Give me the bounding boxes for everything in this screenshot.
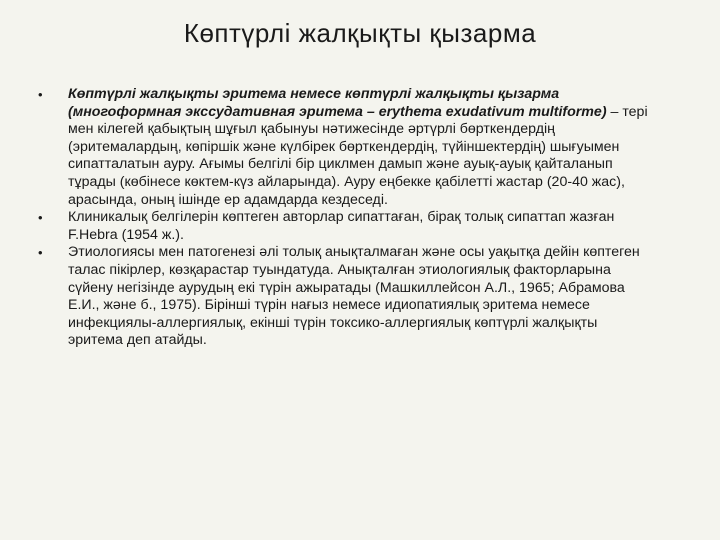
clinical-signs-text: Клиникалық белгілерін көптеген авторлар сипаттаған, бірақ толық сипаттап жазған F.Hebra (1954 ж.).: [68, 209, 615, 243]
etiology-text: Этиологиясы мен патогенезі әлі толық анықталмаған және осы уақытқа дейін көптеген талас пікірлер, көзқарастар туындатуда. Анықталған этиологиялық факторларына сүйену негізінде аурудың екі түрін ажыратады (Машкиллейсон А.Л., 1965; Абрамова Е.И., және б., 1975). Бірінші түрін нағыз немесе идиопатиялық эритема немесе инфекциялы-аллергиялық, екінші түрін токсико-аллергиялық көптүрлі жалқықты эритема деп атайды.: [68, 244, 640, 349]
bullet-marker: •: [38, 87, 43, 102]
slide-title: Көптүрлі жалқықты қызарма: [183, 18, 537, 48]
definition-term: Көптүрлі жалқықты эритема немесе көптүрлі жалқықты қызарма (многоформная экссудативная эритема – erythema exudativum multiforme): [68, 86, 607, 120]
bullet-item-definition: [38, 86, 648, 209]
bullet-marker: •: [38, 210, 43, 226]
definition-text: – тері мен кілегей қабықтың шұғыл қабынуы нәтижесінде әртүрлі бөрткендердің (эритемалардың, көпіршік және күлбірек бөрткендердің, түйіншектердің) шығуымен сипатталатын ауру. Ағымы белгілі бір циклмен дамып және ауық-ауық қайталанып тұрады (көбінесе көктем-күз айларында). Ауру еңбекке қабілетті жастар (20-40 жас), арасында, оның ішінде ер адамдарда кездеседі.: [68, 103, 648, 208]
bullet-list: [38, 86, 648, 350]
bullet-marker: •: [38, 245, 43, 261]
bullet-item-etiology: [38, 244, 648, 350]
bullet-item-clinical-signs: [38, 209, 648, 244]
